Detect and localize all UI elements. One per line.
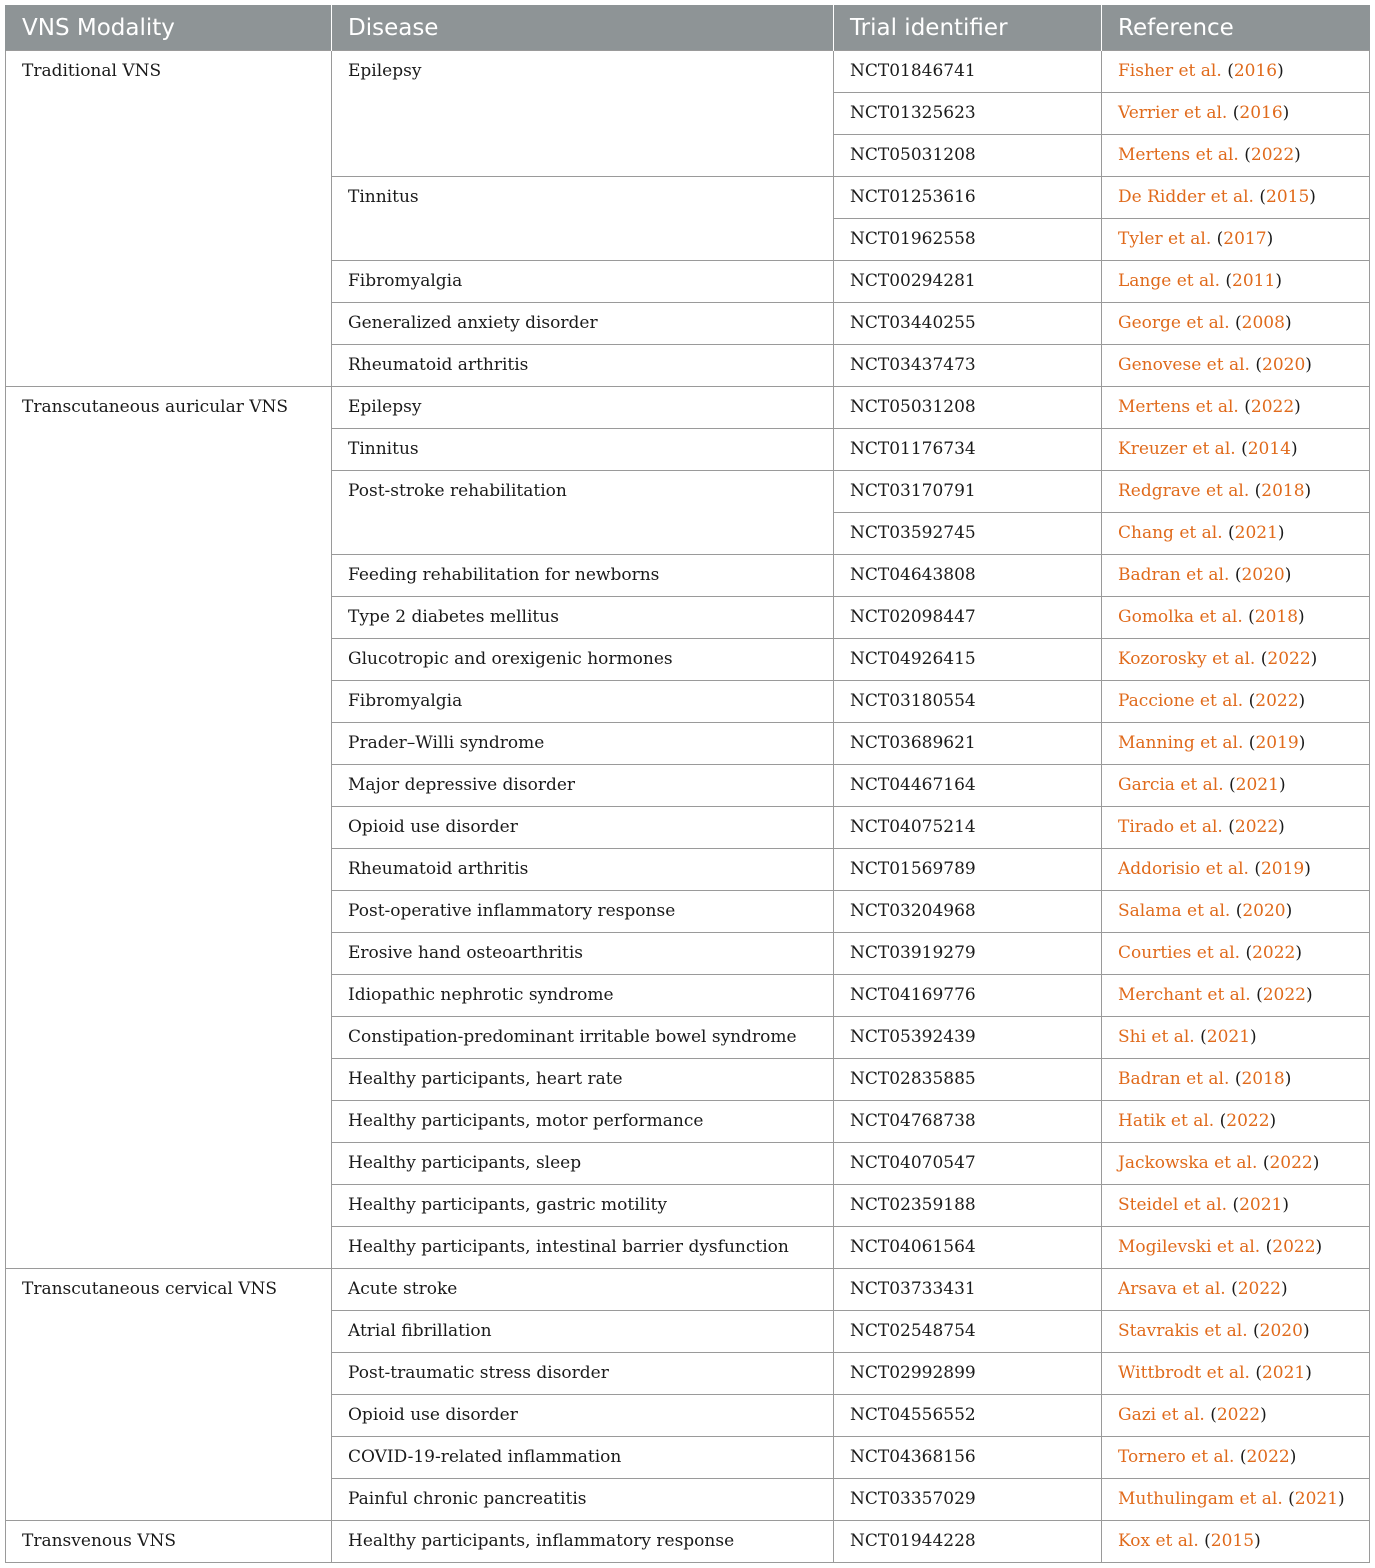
reference-year-link[interactable]: 2021 — [1206, 1027, 1251, 1047]
header-disease: Disease — [332, 5, 834, 51]
trial-identifier-cell: NCT04768738 — [834, 1101, 1102, 1143]
reference-author-link[interactable]: Mertens et al. — [1118, 397, 1239, 417]
reference-author-link[interactable]: Mogilevski et al. — [1118, 1237, 1261, 1257]
reference-author-link[interactable]: Gomolka et al. — [1118, 607, 1243, 627]
reference-author-link[interactable]: Kreuzer et al. — [1118, 439, 1236, 459]
trial-identifier-cell: NCT04070547 — [834, 1143, 1102, 1185]
reference-author-link[interactable]: Mertens et al. — [1118, 145, 1239, 165]
vns-trials-table — [5, 5, 1370, 1563]
reference-author-link[interactable]: Tornero et al. — [1118, 1447, 1235, 1467]
reference-year-link[interactable]: 2020 — [1241, 565, 1285, 585]
disease-cell: Healthy participants, heart rate — [332, 1059, 834, 1101]
trial-identifier-cell: NCT01944228 — [834, 1521, 1102, 1563]
disease-cell: Acute stroke — [332, 1269, 834, 1311]
reference-year-link[interactable]: 2022 — [1262, 985, 1306, 1005]
reference-author-link[interactable]: Verrier et al. — [1118, 103, 1228, 123]
reference-year-link[interactable]: 2011 — [1232, 271, 1276, 291]
reference-year-link[interactable]: 2017 — [1223, 229, 1267, 249]
disease-cell: Type 2 diabetes mellitus — [332, 597, 834, 639]
reference-author-link[interactable]: Badran et al. — [1118, 565, 1230, 585]
reference-cell: Gomolka et al. (2018) — [1102, 597, 1370, 639]
vns-modality-cell: Transcutaneous cervical VNS — [6, 1269, 332, 1521]
disease-cell: Post-operative inflammatory response — [332, 891, 834, 933]
disease-cell: Tinnitus — [332, 429, 834, 471]
reference-author-link[interactable]: Gazi et al. — [1118, 1405, 1205, 1425]
reference-cell: Stavrakis et al. (2020) — [1102, 1311, 1370, 1353]
disease-cell: Rheumatoid arthritis — [332, 849, 834, 891]
disease-cell: Healthy participants, motor performance — [332, 1101, 834, 1143]
disease-cell: Opioid use disorder — [332, 807, 834, 849]
reference-cell: Courties et al. (2022) — [1102, 933, 1370, 975]
reference-author-link[interactable]: Muthulingam et al. — [1118, 1489, 1283, 1509]
reference-author-link[interactable]: Badran et al. — [1118, 1069, 1230, 1089]
reference-cell: Steidel et al. (2021) — [1102, 1185, 1370, 1227]
trial-identifier-cell: NCT03689621 — [834, 723, 1102, 765]
trial-identifier-cell: NCT02548754 — [834, 1311, 1102, 1353]
disease-cell: Healthy participants, intestinal barrier dysfunction — [332, 1227, 834, 1269]
header-trial-identifier: Trial identifier — [834, 5, 1102, 51]
reference-author-link[interactable]: Chang et al. — [1118, 523, 1223, 543]
reference-cell: Verrier et al. (2016) — [1102, 93, 1370, 135]
disease-cell: Painful chronic pancreatitis — [332, 1479, 834, 1521]
reference-year-link[interactable]: 2018 — [1261, 481, 1305, 501]
trial-identifier-cell: NCT04556552 — [834, 1395, 1102, 1437]
table-row — [6, 387, 1370, 429]
reference-year-link[interactable]: 2022 — [1252, 943, 1296, 963]
reference-year-link[interactable]: 2022 — [1234, 817, 1279, 837]
trial-identifier-cell: NCT04075214 — [834, 807, 1102, 849]
reference-cell: Arsava et al. (2022) — [1102, 1269, 1370, 1311]
disease-cell: Generalized anxiety disorder — [332, 303, 834, 345]
reference-year-link[interactable]: 2021 — [1234, 523, 1278, 543]
disease-cell: Fibromyalgia — [332, 261, 834, 303]
reference-cell: Hatik et al. (2022) — [1102, 1101, 1370, 1143]
reference-year-link[interactable]: 2020 — [1259, 1321, 1303, 1341]
header-reference: Reference — [1102, 5, 1370, 51]
disease-cell: Atrial fibrillation — [332, 1311, 834, 1353]
table-body — [6, 51, 1370, 1563]
reference-cell: Jackowska et al. (2022) — [1102, 1143, 1370, 1185]
reference-year-link[interactable]: 2021 — [1294, 1489, 1339, 1509]
reference-cell: Mogilevski et al. (2022) — [1102, 1227, 1370, 1269]
disease-cell: Epilepsy — [332, 387, 834, 429]
trial-identifier-cell: NCT02835885 — [834, 1059, 1102, 1101]
disease-cell: Rheumatoid arthritis — [332, 345, 834, 387]
disease-cell: Fibromyalgia — [332, 681, 834, 723]
trial-identifier-cell: NCT05392439 — [834, 1017, 1102, 1059]
reference-year-link[interactable]: 2018 — [1241, 1069, 1285, 1089]
reference-author-link[interactable]: Tyler et al. — [1118, 229, 1212, 249]
reference-author-link[interactable]: Arsava et al. — [1118, 1279, 1226, 1299]
reference-cell: Addorisio et al. (2019) — [1102, 849, 1370, 891]
disease-cell: COVID-19-related inflammation — [332, 1437, 834, 1479]
disease-cell: Feeding rehabilitation for newborns — [332, 555, 834, 597]
reference-cell: Genovese et al. (2020) — [1102, 345, 1370, 387]
disease-cell: Erosive hand osteoarthritis — [332, 933, 834, 975]
trial-identifier-cell: NCT04926415 — [834, 639, 1102, 681]
trial-identifier-cell: NCT02359188 — [834, 1185, 1102, 1227]
reference-cell: Tornero et al. (2022) — [1102, 1437, 1370, 1479]
reference-cell: Chang et al. (2021) — [1102, 513, 1370, 555]
disease-cell: Healthy participants, gastric motility — [332, 1185, 834, 1227]
table-row — [6, 1269, 1370, 1311]
reference-cell: Mertens et al. (2022) — [1102, 387, 1370, 429]
reference-author-link[interactable]: Salama et al. — [1118, 901, 1231, 921]
reference-cell: Shi et al. (2021) — [1102, 1017, 1370, 1059]
reference-author-link[interactable]: Tirado et al. — [1118, 817, 1223, 837]
disease-cell: Prader–Willi syndrome — [332, 723, 834, 765]
trial-identifier-cell: NCT03919279 — [834, 933, 1102, 975]
reference-author-link[interactable]: Redgrave et al. — [1118, 481, 1250, 501]
trial-identifier-cell: NCT05031208 — [834, 135, 1102, 177]
trial-identifier-cell: NCT01962558 — [834, 219, 1102, 261]
trial-identifier-cell: NCT01846741 — [834, 51, 1102, 93]
trial-identifier-cell: NCT02098447 — [834, 597, 1102, 639]
reference-year-link[interactable]: 2020 — [1262, 355, 1306, 375]
trial-identifier-cell: NCT03592745 — [834, 513, 1102, 555]
reference-year-link[interactable]: 2022 — [1269, 1153, 1313, 1173]
reference-cell: Salama et al. (2020) — [1102, 891, 1370, 933]
reference-cell: Kreuzer et al. (2014) — [1102, 429, 1370, 471]
reference-cell: Merchant et al. (2022) — [1102, 975, 1370, 1017]
trial-identifier-cell: NCT01176734 — [834, 429, 1102, 471]
reference-author-link[interactable]: Merchant et al. — [1118, 985, 1251, 1005]
reference-author-link[interactable]: Stavrakis et al. — [1118, 1321, 1248, 1341]
reference-year-link[interactable]: 2018 — [1254, 607, 1299, 627]
reference-author-link[interactable]: Steidel et al. — [1118, 1195, 1228, 1215]
reference-author-link[interactable]: Paccione et al. — [1118, 691, 1244, 711]
reference-year-link[interactable]: 2016 — [1233, 61, 1278, 81]
reference-author-link[interactable]: Garcia et al. — [1118, 775, 1224, 795]
disease-cell: Idiopathic nephrotic syndrome — [332, 975, 834, 1017]
trial-identifier-cell: NCT04169776 — [834, 975, 1102, 1017]
trial-identifier-cell: NCT00294281 — [834, 261, 1102, 303]
reference-year-link[interactable]: 2008 — [1241, 313, 1285, 333]
trial-identifier-cell: NCT02992899 — [834, 1353, 1102, 1395]
reference-cell: Fisher et al. (2016) — [1102, 51, 1370, 93]
trial-identifier-cell: NCT01253616 — [834, 177, 1102, 219]
disease-cell: Epilepsy — [332, 51, 834, 177]
reference-year-link[interactable]: 2016 — [1239, 103, 1283, 123]
header-vns-modality: VNS Modality — [6, 5, 332, 51]
vns-modality-cell: Transcutaneous auricular VNS — [6, 387, 332, 1269]
reference-author-link[interactable]: Lange et al. — [1118, 271, 1220, 291]
trial-identifier-cell: NCT03170791 — [834, 471, 1102, 513]
disease-cell: Constipation-predominant irritable bowel syndrome — [332, 1017, 834, 1059]
reference-year-link[interactable]: 2022 — [1250, 145, 1295, 165]
reference-year-link[interactable]: 2021 — [1239, 1195, 1283, 1215]
vns-modality-cell: Traditional VNS — [6, 51, 332, 387]
disease-cell: Major depressive disorder — [332, 765, 834, 807]
reference-author-link[interactable]: Jackowska et al. — [1118, 1153, 1258, 1173]
reference-cell: Redgrave et al. (2018) — [1102, 471, 1370, 513]
disease-cell: Healthy participants, inflammatory response — [332, 1521, 834, 1563]
disease-cell: Healthy participants, sleep — [332, 1143, 834, 1185]
disease-cell: Tinnitus — [332, 177, 834, 261]
reference-author-link[interactable]: Fisher et al. — [1118, 61, 1222, 81]
reference-cell: Lange et al. (2011) — [1102, 261, 1370, 303]
reference-cell: Paccione et al. (2022) — [1102, 681, 1370, 723]
trial-identifier-cell: NCT03733431 — [834, 1269, 1102, 1311]
reference-cell: George et al. (2008) — [1102, 303, 1370, 345]
trial-identifier-cell: NCT03180554 — [834, 681, 1102, 723]
reference-year-link[interactable]: 2022 — [1250, 397, 1295, 417]
reference-author-link[interactable]: Courties et al. — [1118, 943, 1241, 963]
table-row — [6, 1521, 1370, 1563]
reference-year-link[interactable]: 2022 — [1246, 1447, 1290, 1467]
header-row — [6, 5, 1370, 51]
table-row — [6, 51, 1370, 93]
reference-cell: De Ridder et al. (2015) — [1102, 177, 1370, 219]
reference-year-link[interactable]: 2022 — [1255, 691, 1299, 711]
reference-cell: Badran et al. (2020) — [1102, 555, 1370, 597]
reference-cell: Mertens et al. (2022) — [1102, 135, 1370, 177]
reference-year-link[interactable]: 2021 — [1235, 775, 1279, 795]
reference-year-link[interactable]: 2014 — [1247, 439, 1291, 459]
trial-identifier-cell: NCT03204968 — [834, 891, 1102, 933]
reference-author-link[interactable]: Manning et al. — [1118, 733, 1244, 753]
reference-year-link[interactable]: 2019 — [1255, 733, 1299, 753]
trial-identifier-cell: NCT04368156 — [834, 1437, 1102, 1479]
reference-year-link[interactable]: 2020 — [1242, 901, 1286, 921]
reference-cell: Wittbrodt et al. (2021) — [1102, 1353, 1370, 1395]
disease-cell: Post-stroke rehabilitation — [332, 471, 834, 555]
reference-author-link[interactable]: Genovese et al. — [1118, 355, 1250, 375]
reference-year-link[interactable]: 2022 — [1267, 649, 1311, 669]
reference-cell: Tirado et al. (2022) — [1102, 807, 1370, 849]
reference-author-link[interactable]: Addorisio et al. — [1118, 859, 1249, 879]
reference-cell: Tyler et al. (2017) — [1102, 219, 1370, 261]
reference-author-link[interactable]: George et al. — [1118, 313, 1230, 333]
trial-identifier-cell: NCT04467164 — [834, 765, 1102, 807]
reference-author-link[interactable]: Kox et al. — [1118, 1531, 1199, 1551]
disease-cell: Glucotropic and orexigenic hormones — [332, 639, 834, 681]
reference-author-link[interactable]: Kozorosky et al. — [1118, 649, 1256, 669]
reference-cell: Garcia et al. (2021) — [1102, 765, 1370, 807]
reference-year-link[interactable]: 2022 — [1237, 1279, 1281, 1299]
reference-cell: Muthulingam et al. (2021) — [1102, 1479, 1370, 1521]
reference-cell: Manning et al. (2019) — [1102, 723, 1370, 765]
reference-author-link[interactable]: Shi et al. — [1118, 1027, 1195, 1047]
reference-year-link[interactable]: 2015 — [1210, 1531, 1255, 1551]
trial-identifier-cell: NCT01325623 — [834, 93, 1102, 135]
trial-identifier-cell: NCT05031208 — [834, 387, 1102, 429]
reference-year-link[interactable]: 2015 — [1266, 187, 1310, 207]
reference-cell: Gazi et al. (2022) — [1102, 1395, 1370, 1437]
reference-year-link[interactable]: 2019 — [1260, 859, 1305, 879]
reference-author-link[interactable]: Wittbrodt et al. — [1118, 1363, 1250, 1383]
reference-cell: Kox et al. (2015) — [1102, 1521, 1370, 1563]
reference-year-link[interactable]: 2021 — [1261, 1363, 1306, 1383]
reference-author-link[interactable]: De Ridder et al. — [1118, 187, 1254, 207]
reference-cell: Kozorosky et al. (2022) — [1102, 639, 1370, 681]
trial-identifier-cell: NCT03440255 — [834, 303, 1102, 345]
reference-cell: Badran et al. (2018) — [1102, 1059, 1370, 1101]
disease-cell: Opioid use disorder — [332, 1395, 834, 1437]
trial-identifier-cell: NCT03437473 — [834, 345, 1102, 387]
reference-year-link[interactable]: 2022 — [1226, 1111, 1270, 1131]
reference-author-link[interactable]: Hatik et al. — [1118, 1111, 1215, 1131]
trial-identifier-cell: NCT01569789 — [834, 849, 1102, 891]
trial-identifier-cell: NCT03357029 — [834, 1479, 1102, 1521]
trial-identifier-cell: NCT04061564 — [834, 1227, 1102, 1269]
vns-modality-cell: Transvenous VNS — [6, 1521, 332, 1563]
disease-cell: Post-traumatic stress disorder — [332, 1353, 834, 1395]
reference-year-link[interactable]: 2022 — [1216, 1405, 1261, 1425]
trial-identifier-cell: NCT04643808 — [834, 555, 1102, 597]
reference-year-link[interactable]: 2022 — [1272, 1237, 1316, 1257]
